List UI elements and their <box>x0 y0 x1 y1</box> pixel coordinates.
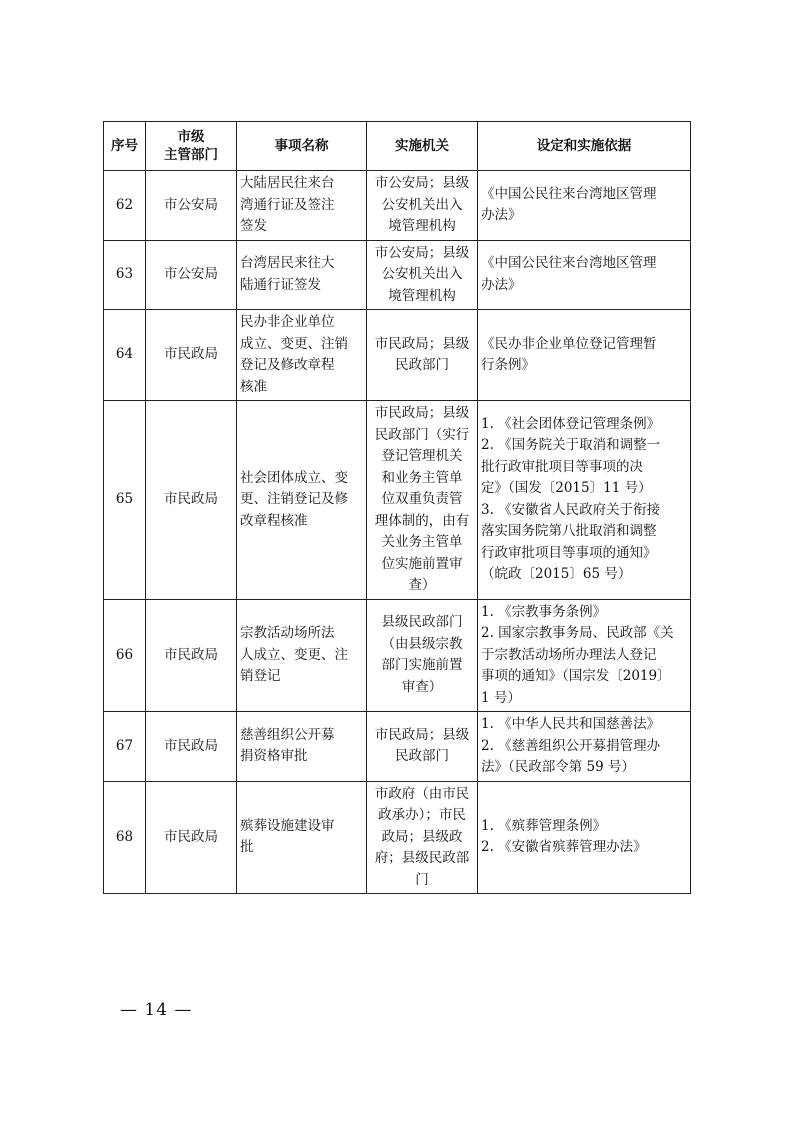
row-number: 63 <box>104 240 146 310</box>
org-line: 市政府（由市民 <box>374 785 470 802</box>
org-line: 市民政局；县级 <box>374 405 470 421</box>
header-dept <box>146 122 237 171</box>
row-legal-basis <box>478 310 691 401</box>
item-name-line: 殡葬设施建设审 <box>240 817 335 834</box>
row-number: 66 <box>104 599 146 712</box>
org-line: 政局；县级政 <box>381 828 463 845</box>
basis-line: 3. 《安徽省人民政府关于衔接 <box>481 501 661 518</box>
org-line: 登记管理机关 <box>381 448 463 464</box>
item-name-line: 湾通行证及签注 <box>240 196 335 213</box>
row-legal-basis <box>478 599 691 712</box>
row-number: 68 <box>104 781 146 894</box>
table-row <box>104 310 691 401</box>
org-line: 部门实施前置 <box>381 657 463 674</box>
table-row <box>104 401 691 600</box>
basis-line: 行政审批项目等事项的通知》 <box>481 544 657 561</box>
org-line: 和业务主管单 <box>381 469 463 486</box>
row-implementing-org <box>367 171 478 241</box>
org-line: 府；县级民政部 <box>374 850 470 866</box>
basis-line: （皖政〔2015〕65 号） <box>481 566 632 583</box>
item-name-line: 社会团体成立、变 <box>240 469 348 486</box>
row-item-name <box>237 240 367 310</box>
row-legal-basis <box>478 171 691 241</box>
basis-line: 1. 《殡葬管理条例》 <box>481 817 607 834</box>
basis-line: 2. 《安徽省殡葬管理办法》 <box>481 839 647 856</box>
basis-line: 行条例》 <box>481 357 535 373</box>
row-department: 市民政局 <box>146 401 237 600</box>
item-name-line: 台湾居民来往大 <box>240 255 335 272</box>
basis-line: 定》（国发〔2015〕11 号） <box>481 480 652 497</box>
item-name-line: 改章程核准 <box>240 512 308 529</box>
item-name-line: 登记及修改章程 <box>240 357 335 373</box>
row-department: 市民政局 <box>146 781 237 894</box>
org-line: 县级民政部门 <box>381 614 463 631</box>
org-line: 位双重负责管 <box>381 491 463 507</box>
org-line: 市公安局；县级 <box>374 175 470 191</box>
row-department: 市民政局 <box>146 712 237 782</box>
row-implementing-org <box>367 310 478 401</box>
row-legal-basis <box>478 781 691 894</box>
table-row <box>104 712 691 782</box>
org-line: 境管理机构 <box>388 287 456 304</box>
row-implementing-org <box>367 712 478 782</box>
org-line: 公安机关出入 <box>381 266 463 282</box>
org-line: 市民政局；县级 <box>374 726 470 743</box>
table-row <box>104 599 691 712</box>
row-item-name <box>237 781 367 894</box>
basis-line: 办法》 <box>481 207 522 224</box>
item-name-line: 捐资格审批 <box>240 748 308 765</box>
row-implementing-org <box>367 599 478 712</box>
header-dept-line1: 市级 <box>177 129 205 145</box>
item-name-line: 宗教活动场所法 <box>240 625 335 641</box>
org-line: 境管理机构 <box>388 218 456 234</box>
row-implementing-org <box>367 781 478 894</box>
item-name-line: 核准 <box>240 378 267 395</box>
basis-line: 2. 《慈善组织公开募捐管理办 <box>481 737 661 754</box>
org-line: （由县级宗教 <box>381 635 463 652</box>
org-line: 门 <box>415 871 429 888</box>
item-name-line: 大陆居民往来台 <box>240 175 335 191</box>
basis-line: 1 号） <box>481 689 521 706</box>
basis-line: 《中国公民往来台湾地区管理 <box>481 255 657 272</box>
basis-line: 《民办非企业单位登记管理暂 <box>481 335 657 352</box>
basis-line: 办法》 <box>481 276 522 293</box>
item-name-line: 人成立、变更、注 <box>240 646 348 663</box>
org-line: 政承办）；市民 <box>378 807 466 823</box>
basis-line: 事项的通知》（国宗发〔2019〕 <box>481 668 671 684</box>
table-header-row <box>104 122 691 171</box>
org-line: 民政部门 <box>395 357 449 373</box>
basis-line: 落实国务院第八批取消和调整 <box>481 523 657 540</box>
basis-line: 1. 《社会团体登记管理条例》 <box>481 415 661 432</box>
basis-line: 1. 《宗教事务条例》 <box>481 603 607 620</box>
row-department: 市公安局 <box>146 171 237 241</box>
table-row <box>104 171 691 241</box>
approval-items-table <box>103 121 691 894</box>
row-number: 65 <box>104 401 146 600</box>
basis-line: 批行政审批项目等事项的决 <box>481 458 643 475</box>
row-implementing-org <box>367 401 478 600</box>
row-implementing-org <box>367 240 478 310</box>
item-name-line: 销登记 <box>240 668 281 684</box>
item-name-line: 成立、变更、注销 <box>240 335 348 352</box>
basis-line: 于宗教活动场所办理法人登记 <box>481 646 657 663</box>
header-dept-line2: 主管部门 <box>164 147 218 163</box>
org-line: 查） <box>408 577 436 593</box>
basis-line: 1. 《中华人民共和国慈善法》 <box>481 716 661 732</box>
basis-line: 法》（民政部令第 59 号） <box>481 759 636 775</box>
item-name-line: 签发 <box>240 218 267 234</box>
org-line: 民政部门（实行 <box>374 426 470 443</box>
basis-line: 《中国公民往来台湾地区管理 <box>481 185 657 202</box>
page-number: — 14 — <box>120 1000 193 1020</box>
item-name-line: 批 <box>240 839 254 856</box>
header-name: 事项名称 <box>237 122 367 171</box>
basis-line: 2. 《国务院关于取消和调整一 <box>481 437 661 454</box>
org-line: 民政部门 <box>395 748 449 765</box>
row-number: 62 <box>104 171 146 241</box>
table-row <box>104 240 691 310</box>
item-name-line: 民办非企业单位 <box>240 314 335 330</box>
org-line: 理体制的，由有 <box>374 512 470 529</box>
table-body <box>104 171 691 894</box>
row-legal-basis <box>478 401 691 600</box>
item-name-line: 陆通行证签发 <box>240 276 321 293</box>
row-legal-basis <box>478 240 691 310</box>
org-line: 审查） <box>401 678 443 695</box>
row-item-name <box>237 401 367 600</box>
row-number: 67 <box>104 712 146 782</box>
org-line: 公安机关出入 <box>381 196 463 213</box>
row-department: 市民政局 <box>146 599 237 712</box>
row-department: 市公安局 <box>146 240 237 310</box>
row-number: 64 <box>104 310 146 401</box>
row-item-name <box>237 599 367 712</box>
table-row <box>104 781 691 894</box>
row-item-name <box>237 712 367 782</box>
row-department: 市民政局 <box>146 310 237 401</box>
header-org: 实施机关 <box>367 122 478 171</box>
basis-line: 2. 国家宗教事务局、民政部《关 <box>481 625 674 641</box>
header-no: 序号 <box>104 122 146 171</box>
org-line: 市民政局；县级 <box>374 335 470 352</box>
row-item-name <box>237 310 367 401</box>
org-line: 市公安局；县级 <box>374 244 470 261</box>
org-line: 关业务主管单 <box>381 534 463 550</box>
row-legal-basis <box>478 712 691 782</box>
item-name-line: 慈善组织公开募 <box>240 726 335 743</box>
item-name-line: 更、注销登记及修 <box>240 491 348 507</box>
org-line: 位实施前置审 <box>381 555 463 572</box>
row-item-name <box>237 171 367 241</box>
header-basis: 设定和实施依据 <box>478 122 691 171</box>
